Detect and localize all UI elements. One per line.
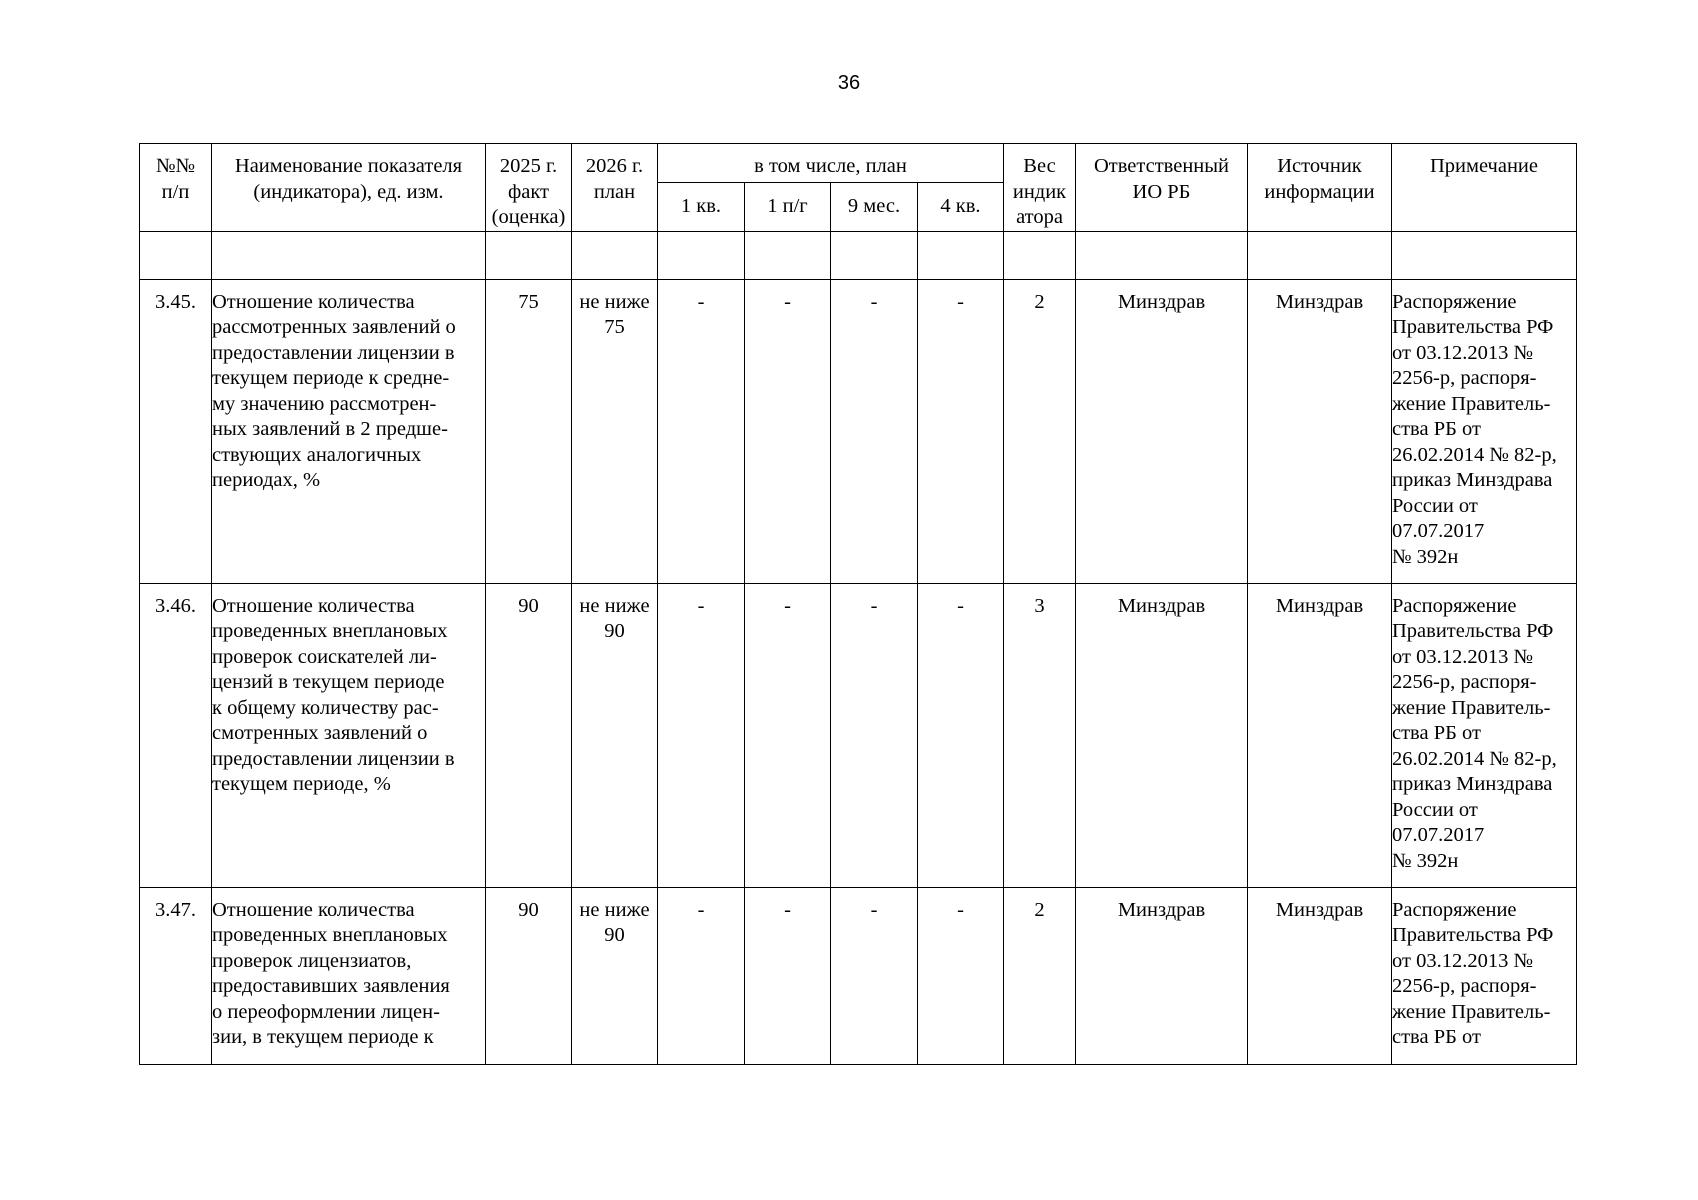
source-value: Минздрав [1248,887,1392,1064]
col-header-note: Примечание [1392,144,1577,232]
plan-value: не ниже 90 [572,887,658,1064]
weight-value: 3 [1004,583,1076,887]
9m-value: - [831,887,918,1064]
q1-value: - [658,279,745,583]
col-header-weight: Вес индик атора [1004,144,1076,232]
plan-value: не ниже 75 [572,279,658,583]
col-header-q1: 1 кв. [658,182,745,231]
col-header-q4: 4 кв. [918,182,1004,231]
col-header-num: №№ п/п [140,144,212,232]
page-number: 36 [837,72,861,94]
indicator-name: Отношение количества проведенных внеплановых проверок лицензиатов, предоставивших заявления о переоформлении лицен- зии, в текущем периоде к [212,887,486,1064]
col-header-h1: 1 п/г [745,182,831,231]
q4-value: - [918,279,1004,583]
q4-value: - [918,887,1004,1064]
col-header-plan-2026: 2026 г. план [572,144,658,232]
table-row [140,887,1577,1064]
row-number: 3.47. [140,887,212,1064]
row-number: 3.45. [140,279,212,583]
col-header-source: Источник информации [1248,144,1392,232]
h1-value: - [745,279,831,583]
q1-value: - [658,887,745,1064]
note-value: Распоряжение Правительства РФ от 03.12.2013 № 2256-р, распоря- жение Правитель- ства РБ от 26.02.2014 № 82-р, приказ Минздрава России от 07.07.2017 № 392н [1392,279,1577,583]
fact-value: 90 [486,583,572,887]
9m-value: - [831,583,918,887]
col-header-including-plan: в том числе, план [658,144,1004,183]
col-header-name: Наименование показателя (индикатора), ед. изм. [212,144,486,232]
h1-value: - [745,887,831,1064]
plan-value: не ниже 90 [572,583,658,887]
table-row [140,583,1577,887]
responsible-value: Минздрав [1076,583,1248,887]
col-header-responsible: Ответственный ИО РБ [1076,144,1248,232]
responsible-value: Минздрав [1076,887,1248,1064]
row-number: 3.46. [140,583,212,887]
q1-value: - [658,583,745,887]
source-value: Минздрав [1248,279,1392,583]
fact-value: 90 [486,887,572,1064]
note-value: Распоряжение Правительства РФ от 03.12.2013 № 2256-р, распоря- жение Правитель- ства РБ от 26.02.2014 № 82-р, приказ Минздрава России от 07.07.2017 № 392н [1392,583,1577,887]
indicators-table [139,143,1577,1065]
empty-row [140,231,1577,279]
weight-value: 2 [1004,887,1076,1064]
table-row [140,279,1577,583]
header-row [140,144,1577,183]
weight-value: 2 [1004,279,1076,583]
responsible-value: Минздрав [1076,279,1248,583]
col-header-fact-2025: 2025 г. факт (оценка) [486,144,572,232]
col-header-9m: 9 мес. [831,182,918,231]
indicator-name: Отношение количества рассмотренных заявлений о предоставлении лицензии в текущем периоде к средне- му значению рассмотрен- ных заявлений в 2 предше- ствующих аналогичных периодах, % [212,279,486,583]
h1-value: - [745,583,831,887]
source-value: Минздрав [1248,583,1392,887]
9m-value: - [831,279,918,583]
q4-value: - [918,583,1004,887]
indicator-name: Отношение количества проведенных внеплановых проверок соискателей ли- цензий в текущем периоде к общему количеству рас- смотренных заявлений о предоставлении лицензии в текущем периоде, % [212,583,486,887]
fact-value: 75 [486,279,572,583]
note-value: Распоряжение Правительства РФ от 03.12.2013 № 2256-р, распоря- жение Правитель- ства РБ от [1392,887,1577,1064]
